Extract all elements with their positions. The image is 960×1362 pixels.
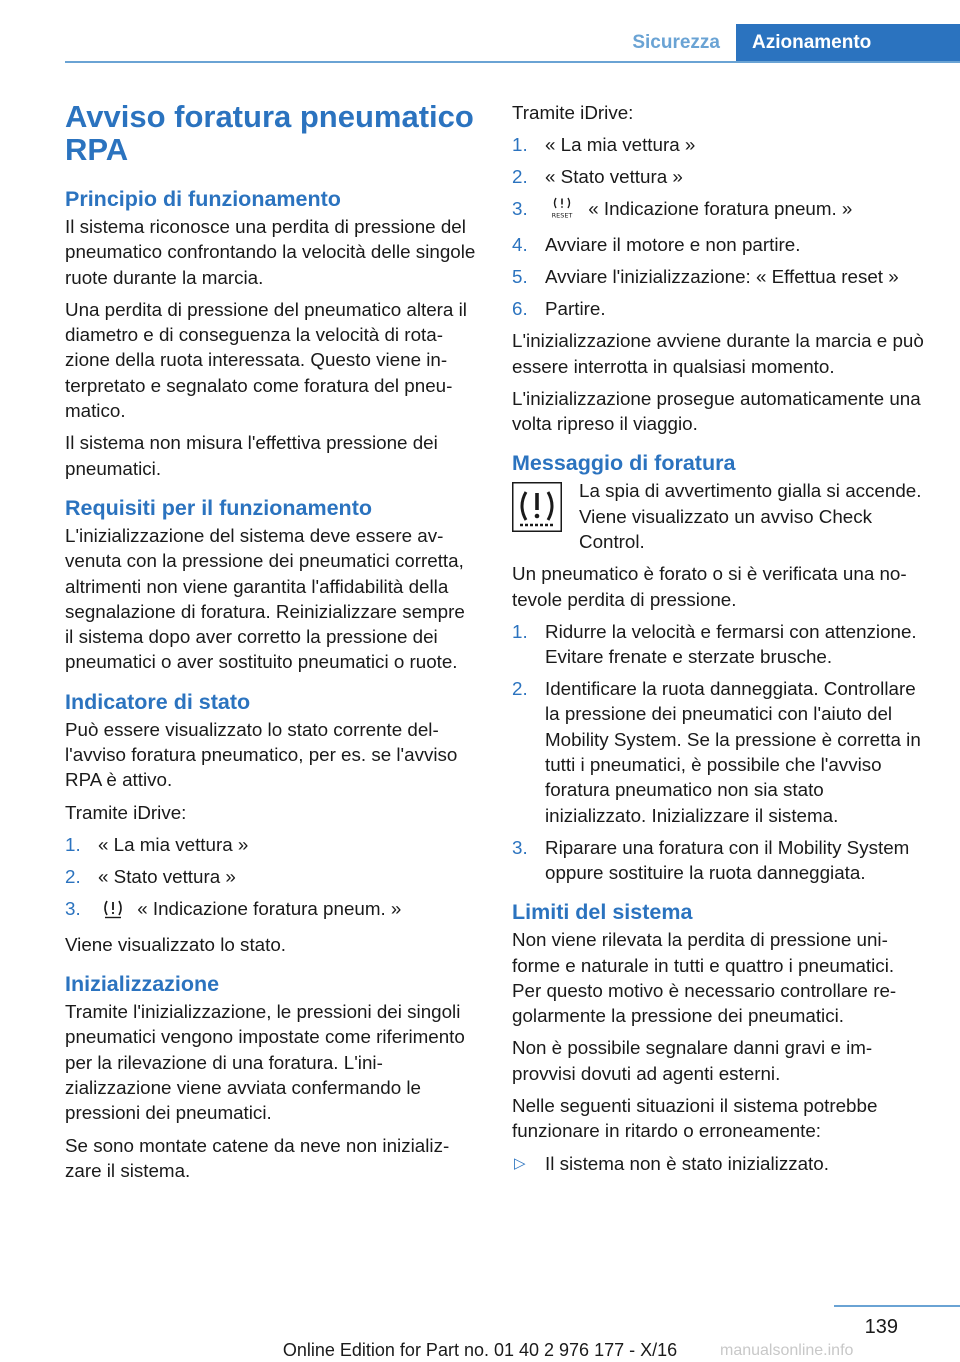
status-steps [65,832,478,925]
paragraph: L'inizializzazione avviene durante la marcia e può essere interrotta in qualsiasi momento. [512,330,924,377]
step-number: 3. [512,198,528,220]
page-title: Avviso foratura pneumatico RPA [65,99,474,167]
list-item [65,864,478,889]
left-column [65,100,478,1190]
heading-indicatore: Indicatore di stato [65,689,251,714]
step-text: Identificare la ruota danneggiata. Controllare la pressione dei pneumatici con l'aiuto del Mobility System. Se la pressione è corretta in tutti i pneumatici, è possibile che l'avviso foratura pneumatico non sia stato inizializzato. Inizializzare il sistema. [545,678,921,826]
paragraph: Può essere visualizzato lo stato corrente dell'avviso foratura pneumatico, per es. se l'avviso RPA è attivo. [65,718,458,791]
paragraph: Nelle seguenti situazioni il sistema potrebbe funzionare in ritardo o erroneamente: [512,1095,878,1142]
step-text: Avviare il motore e non partire. [545,234,801,256]
edition-line: Online Edition for Part no. 01 40 2 976 177 - X/16 [282,1340,678,1360]
list-item [512,132,928,157]
list-item [512,835,928,886]
list-item [512,296,928,321]
step-text: Riparare una foratura con il Mobility System oppure sostituire la ruota danneggiata. [545,836,910,883]
step-number: 2. [65,865,81,887]
limits-bullets [512,1151,928,1176]
puncture-steps [512,619,928,885]
paragraph: Tramite l'inizializzazione, le pressioni dei singoli pneumatici vengono impostate come riferimento per la rilevazione di una foratura. L'inizializzazione viene avviata confermando le pressioni dei pneumatici. [65,1001,465,1124]
list-item [512,264,928,289]
watermark: manualsonline.info [720,1342,854,1359]
step-number: 4. [512,234,528,256]
heading-principio: Principio di funzionamento [65,187,341,211]
heading-messaggio: Messaggio di foratura [512,451,736,476]
paragraph: Se sono montate catene da neve non inizializzare il sistema. [65,1134,450,1181]
step-text: « Stato vettura » [98,865,236,887]
header-section-tab: Sicurezza [632,32,720,53]
paragraph: Un pneumatico è forato o si è verificata una notevole perdita di pressione. [512,563,907,610]
step-number: 3. [512,836,528,858]
step-number: 2. [512,166,528,188]
step-text: « La mia vettura » [545,134,696,156]
list-item [512,232,928,257]
step-number: 1. [512,134,528,156]
paragraph: Viene visualizzato lo stato. [65,933,286,955]
paragraph: Una perdita di pressione del pneumatico altera il diametro e di conseguenza la velocità di rotazione della ruota interessata. Questo viene interpretato e segnalato come foratura del pneumatico. [65,298,467,422]
heading-requisiti: Requisiti per il funzionamento [65,495,372,520]
reset-icon-label: RESET [551,211,573,220]
list-item [512,164,928,189]
page-number: 139 [864,1316,898,1338]
tire-warning-icon [512,482,562,532]
list-item [512,196,928,225]
header-rule [65,61,960,63]
warning-text: La spia di avvertimento gialla si accende. Viene visualizzato un avviso Check Control. [579,480,922,552]
paragraph: Tramite iDrive: [65,801,187,823]
step-number: 5. [512,266,528,288]
step-text: « Indicazione foratura pneum. » [588,198,853,220]
list-item [512,619,928,670]
step-number: 1. [512,620,528,642]
right-column [512,100,928,1183]
paragraph: Non viene rilevata la perdita di pressione uniforme e naturale in tutti e quattro i pneumatici. Per questo motivo è necessario controllare regolarmente la pressione dei pneumatici. [512,929,897,1027]
paragraph: Il sistema non misura l'effettiva pressione dei pneumatici. [65,432,438,479]
initialization-steps [512,132,928,321]
bullet-text: Il sistema non è stato inizializzato. [545,1152,829,1174]
paragraph: Il sistema riconosce una perdita di pressione del pneumatico confrontando la velocità delle singole ruote durante la marcia. [65,216,476,288]
step-text: Avviare l'inizializzazione: « Effettua reset » [545,266,899,288]
paragraph: L'inizializzazione prosegue automaticamente una volta ripreso il viaggio. [512,387,921,435]
step-text: « Stato vettura » [545,166,683,188]
list-item [65,896,478,925]
bullet-triangle-icon: ▷ [514,1154,526,1172]
step-number: 1. [65,833,81,855]
header-chapter-tab: Azionamento [736,24,960,62]
step-number: 2. [512,678,528,700]
step-text: Partire. [545,298,606,320]
tire-pressure-icon [102,899,124,925]
paragraph: Non è possibile segnalare danni gravi e improvvisi dovuti ad agenti esterni. [512,1037,873,1084]
warning-block [512,478,928,554]
list-item [512,1151,928,1176]
tire-pressure-reset-icon [549,197,575,225]
heading-limiti: Limiti del sistema [512,900,693,925]
list-item [512,676,928,828]
step-number: 6. [512,298,528,320]
step-text: « Indicazione foratura pneum. » [137,897,402,919]
heading-inizializzazione: Inizializzazione [65,972,220,997]
footer-rule [834,1305,960,1307]
step-text: Ridurre la velocità e fermarsi con attenzione. Evitare frenate e sterzate brusche. [545,620,917,668]
paragraph: Tramite iDrive: [512,102,634,123]
step-number: 3. [65,897,81,919]
paragraph: L'inizializzazione del sistema deve essere avvenuta con la pressione dei pneumatici corretta, altrimenti non viene garantita l'affidabilità della segnalazione di foratura. Reinizializzare sempre il sistema dopo aver corretto la pressione dei pneumatici o aver sostituito pneumatici o ruote. [65,524,465,673]
list-item [65,832,478,857]
step-text: « La mia vettura » [98,833,249,855]
